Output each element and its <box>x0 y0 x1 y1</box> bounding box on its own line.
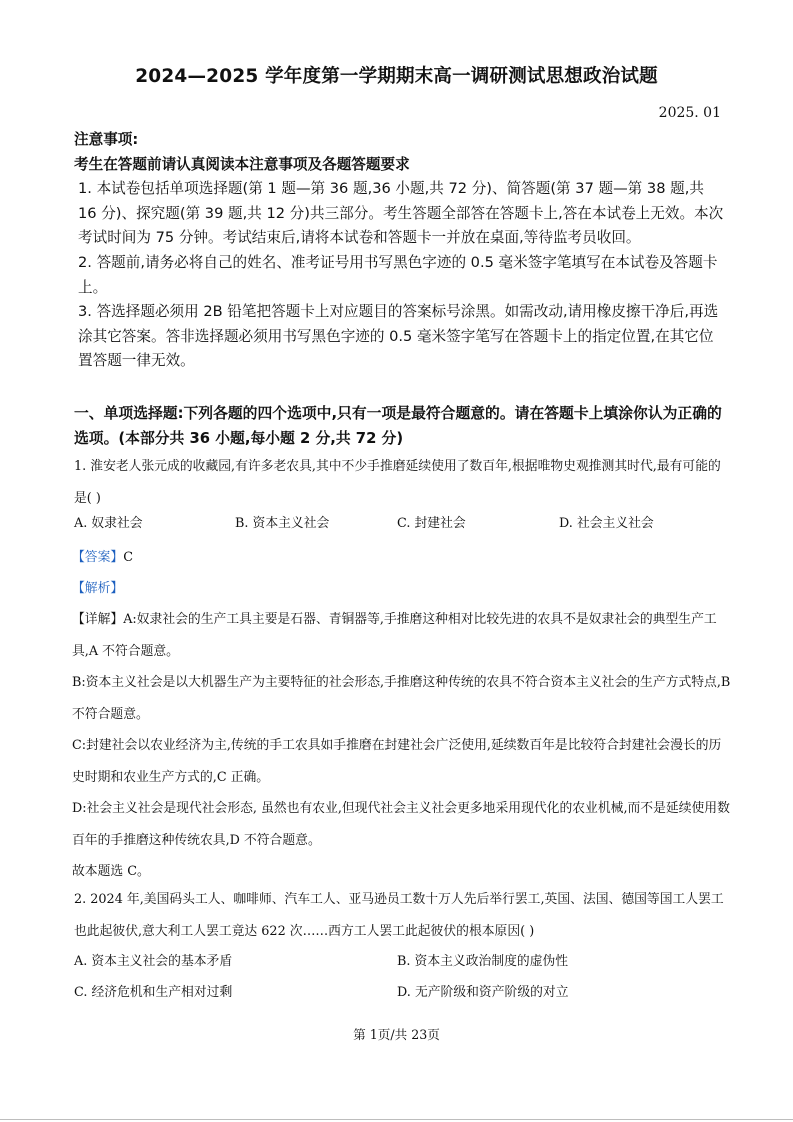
option-a: A. 奴隶社会 <box>74 516 143 531</box>
detail-paragraph-a: 【详解】A:奴隶社会的生产工具主要是石器、青铜器等,手推磨这种相对比较先进的农具不是奴隶社会的典型生产工具,A 不符合题意。 <box>72 612 717 659</box>
question-1-stem <box>74 451 724 514</box>
question-2-options-row-2 <box>74 978 724 1008</box>
analysis-line <box>72 577 123 596</box>
q2-option-b: B. 资本主义政治制度的虚伪性 <box>397 954 569 969</box>
page-footer: 第 1页/共 23页 <box>353 1027 440 1042</box>
answer-tag: 【答案】 <box>72 550 124 565</box>
q2-option-c: C. 经济危机和生产相对过剩 <box>74 985 233 1000</box>
option-b: B. 资本主义社会 <box>235 516 330 531</box>
answer-line <box>72 546 133 565</box>
question-1-options <box>74 509 724 539</box>
answer-value: C <box>123 550 133 565</box>
analysis-tag: 【解析】 <box>72 581 124 596</box>
notice-item-3: 3. 答选择题必须用 2B 铅笔把答题卡上对应题目的答案标号涂黑。如需改动,请用橡皮擦干净后,再选涂其它答案。答非选择题必须用书写黑色字迹的 0.5 毫米签字笔写在答题卡上的指定位置,在其它位置答题一律无效。 <box>78 303 719 370</box>
option-d: D. 社会主义社会 <box>559 516 654 531</box>
exam-date: 2025. 01 <box>658 105 721 121</box>
notice-item-1: 1. 本试卷包括单项选择题(第 1 题—第 36 题,36 小题,共 72 分)、简答题(第 37 题—第 38 题,共 16 分)、探究题(第 39 题,共 12 分)共三部分。考生答题全部答在答题卡上,答在本试卷上无效。本次考试时间为 75 分钟。考试结束后,请将本试卷和答题卡一并放在桌面,等待监考员收回。 <box>78 180 724 247</box>
question-2-stem <box>74 884 730 947</box>
page-title: 2024—2025 学年度第一学期期末高一调研测试思想政治试题 <box>135 66 658 87</box>
notice-item-2: 2. 答题前,请务必将自己的姓名、准考证号用书写黑色字迹的 0.5 毫米签字笔填写在本试卷及答题卡上。 <box>78 253 718 296</box>
notice-intro: 考生在答题前请认真阅读本注意事项及各题答题要求 <box>74 155 410 173</box>
question-2-options-row-1 <box>74 947 724 977</box>
question-2-text: 2. 2024 年,美国码头工人、咖啡师、汽车工人、亚马逊员工数十万人先后举行罢工,英国、法国、德国等国工人罢工也此起彼伏,意大利工人罢工竟达 622 次……西方工人罢工此起彼伏的根本原因( ) <box>74 892 724 939</box>
detail-paragraph-c: C:封建社会以农业经济为主,传统的手工农具如手推磨在封建社会广泛使用,延续数百年是比较符合封建社会漫长的历史时期和农业生产方式的,C 正确。 <box>72 738 722 785</box>
detail-section <box>72 604 732 888</box>
detail-paragraph-d: D:社会主义社会是现代社会形态, 虽然也有农业,但现代社会主义社会更多地采用现代化的农业机械,而不是延续使用数百年的手推磨这种传统农具,D 不符合题意。 <box>72 801 730 848</box>
notice-heading: 注意事项: <box>74 131 139 148</box>
question-1-text: 1. 淮安老人张元成的收藏园,有许多老农具,其中不少手推磨延续使用了数百年,根据唯物史观推测其时代,最有可能的是( ) <box>74 459 721 506</box>
page-bottom-divider <box>0 1119 793 1120</box>
q2-option-a: A. 资本主义社会的基本矛盾 <box>74 954 233 969</box>
detail-tag: 【详解】 <box>72 612 124 627</box>
section-heading: 一、单项选择题:下列各题的四个选项中,只有一项是最符合题意的。请在答题卡上填涂你认为正确的选项。(本部分共 36 小题,每小题 2 分,共 72 分) <box>74 405 722 447</box>
detail-paragraph-b: B:资本主义社会是以大机器生产为主要特征的社会形态,手推磨这种传统的农具不符合资本主义社会的生产方式特点,B 不符合题意。 <box>72 675 731 722</box>
option-c: C. 封建社会 <box>397 516 466 531</box>
detail-conclusion: 故本题选 C。 <box>72 864 150 879</box>
notice-section <box>74 128 724 374</box>
q2-option-d: D. 无产阶级和资产阶级的对立 <box>397 985 569 1000</box>
